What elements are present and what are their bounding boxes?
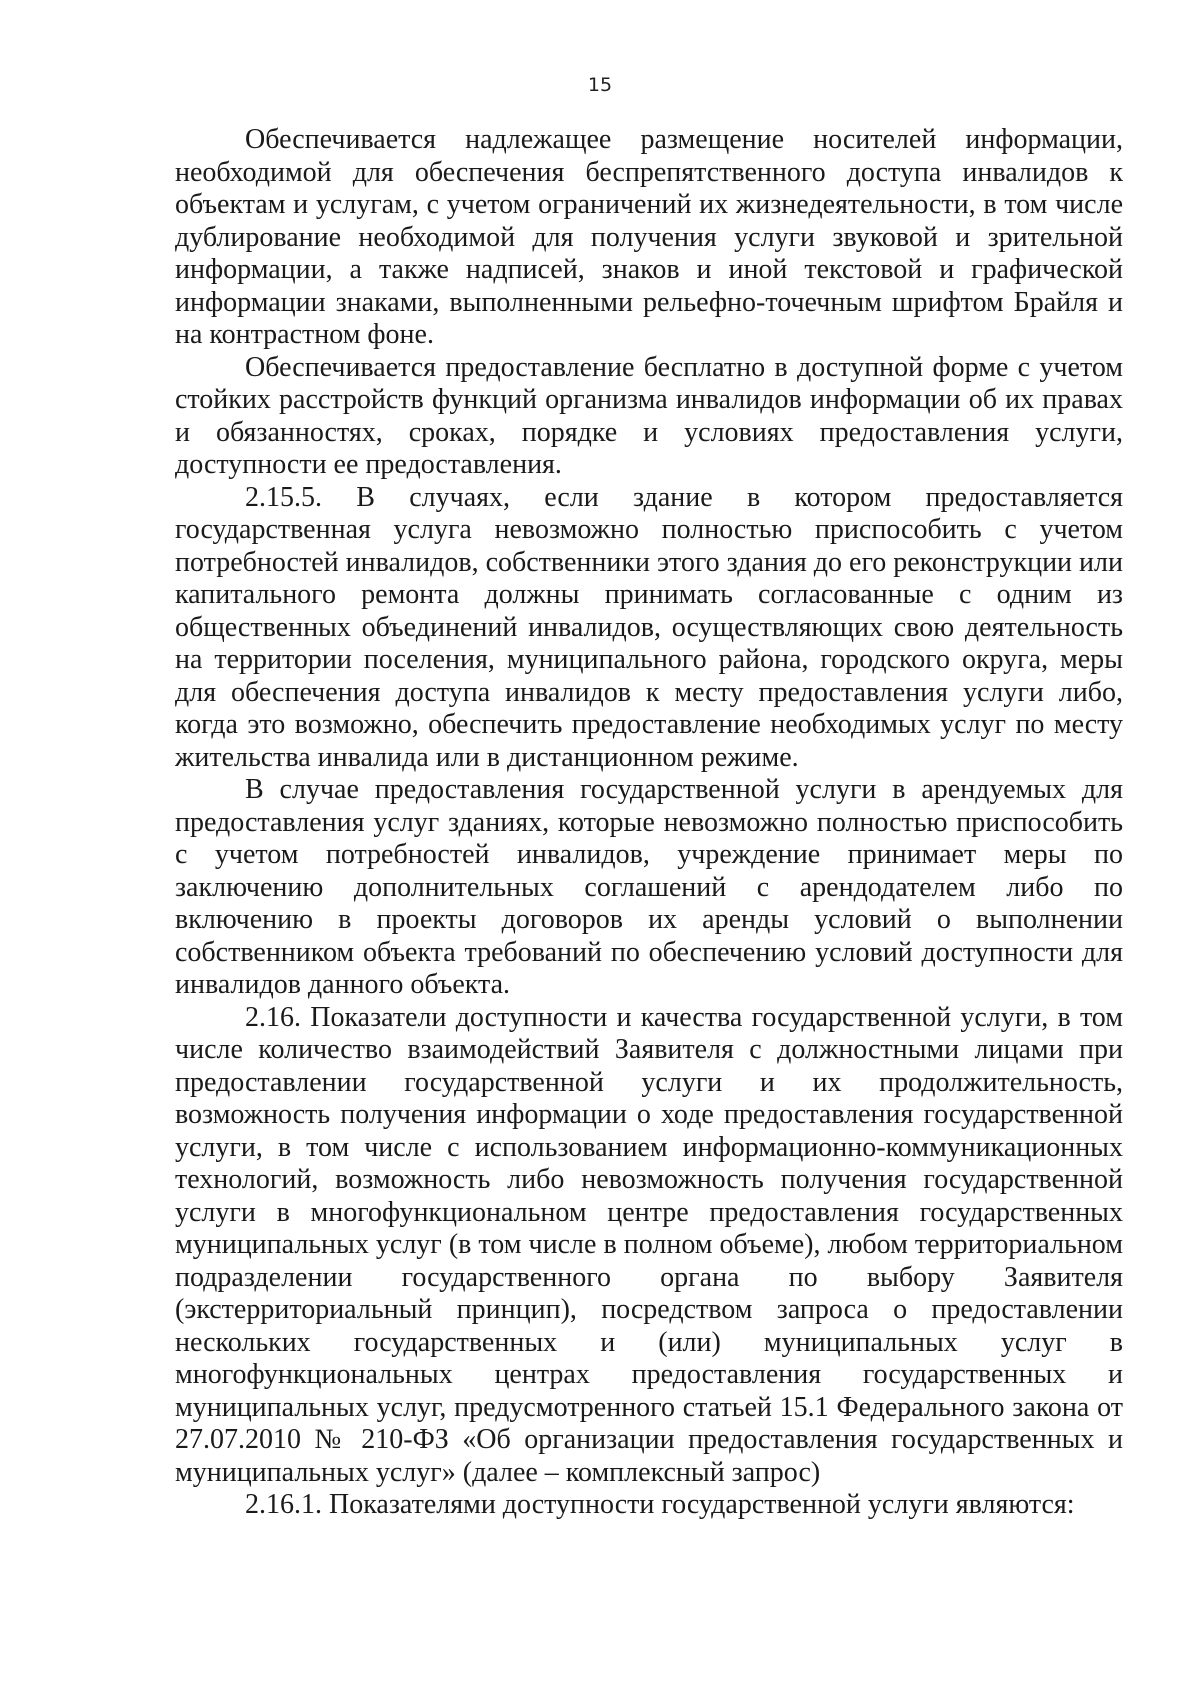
page-number: 15	[587, 74, 613, 96]
paragraph-2-16-1: 2.16.1. Показателями доступности государственной услуги являются:	[245, 1489, 1075, 1520]
paragraph-2-16: 2.16. Показатели доступности и качества государственной услуги, в том числе количество взаимодействий Заявителя с должностными лицами при предоставлении государственной услуги и их продолжительность, возможность получения информации о ходе предоставления государственной услуги, в том числе с использованием информационно-коммуникационных технологий, возможность либо невозможность получения государственной услуги в многофункциональном центре предоставления государственных муниципальных услуг (в том числе в полном объеме), любом территориальном подразделении государственного органа по выбору Заявителя (экстерриториальный принцип), посредством запроса о предоставлении нескольких государственных и (или) муниципальных услуг в многофункциональных центрах предоставления государственных и муниципальных услуг, предусмотренного статьей 15.1 Федерального закона от 27.07.2010 № 210-ФЗ «Об организации предоставления государственных и муниципальных услуг» (далее – комплексный запрос)	[175, 1001, 1123, 1488]
paragraph-rented-buildings: В случае предоставления государственной услуги в арендуемых для предоставления услуг зданиях, которые невозможно полностью приспособить с учетом потребностей инвалидов, учреждение принимает меры по заключению дополнительных соглашений с арендодателем либо по включению в проекты договоров их аренды условий о выполнении собственником объекта требований по обеспечению условий доступности для инвалидов данного объекта.	[175, 774, 1123, 1000]
paragraph-2-15-5: 2.15.5. В случаях, если здание в котором предоставляется государственная услуга невозможно полностью приспособить с учетом потребностей инвалидов, собственники этого здания до его реконструкции или капитального ремонта должны принимать согласованные с одним из общественных объединений инвалидов, осуществляющих свою деятельность на территории поселения, муниципального района, городского округа, меры для обеспечения доступа инвалидов к месту предоставления услуги либо, когда это возможно, обеспечить предоставление необходимых услуг по месту жительства инвалида или в дистанционном режиме.	[175, 481, 1123, 773]
paragraph-braille-information: Обеспечивается надлежащее размещение носителей информации, необходимой для обеспечения беспрепятственного доступа инвалидов к объектам и услугам, с учетом ограничений их жизнедеятельности, в том числе дублирование необходимой для получения услуги звуковой и зрительной информации, а также надписей, знаков и иной текстовой и графической информации знаками, выполненными рельефно-точечным шрифтом Брайля и на контрастном фоне.	[175, 124, 1123, 350]
paragraph-free-information: Обеспечивается предоставление бесплатно в доступной форме с учетом стойких расстройств функций организма инвалидов информации об их правах и обязанностях, сроках, порядке и условиях предоставления услуги, доступности ее предоставления.	[175, 351, 1123, 480]
document-body	[175, 124, 1123, 1522]
